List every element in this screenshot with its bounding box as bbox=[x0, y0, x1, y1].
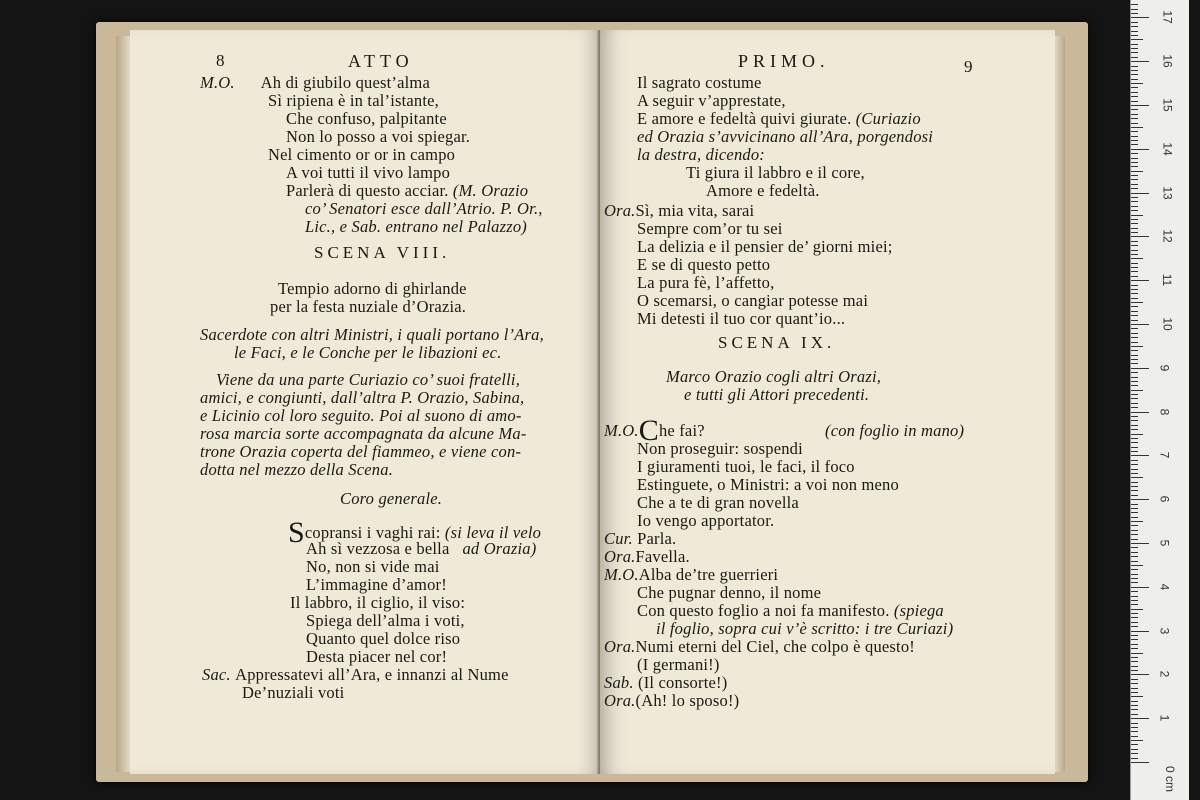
ruler-tick bbox=[1131, 661, 1138, 662]
ruler-tick bbox=[1131, 701, 1138, 702]
chorus-heading: Coro generale. bbox=[340, 489, 443, 508]
text-line bbox=[202, 666, 509, 684]
ruler-number: 12 bbox=[1160, 229, 1175, 244]
stage-direction: e Licinio col loro seguito. Poi al suono di amo- bbox=[200, 406, 522, 425]
stage-direction: (M. Orazio bbox=[452, 181, 529, 200]
ruler-tick bbox=[1131, 714, 1138, 715]
ruler-tick bbox=[1131, 263, 1138, 264]
ruler-tick bbox=[1131, 271, 1138, 272]
ruler-tick bbox=[1131, 359, 1138, 360]
ruler-tick bbox=[1131, 390, 1143, 391]
ruler-tick bbox=[1131, 688, 1138, 689]
right-page bbox=[600, 30, 1055, 774]
ruler-tick bbox=[1131, 166, 1138, 167]
stage-direction: la destra, dicendo: bbox=[637, 145, 765, 164]
text-line bbox=[604, 530, 676, 548]
text-line bbox=[604, 548, 690, 566]
stage-direction: co’ Senatori esce dall’Atrio. P. Or., bbox=[305, 199, 543, 218]
ruler-tick bbox=[1131, 136, 1138, 137]
speaker-label: Ora. bbox=[604, 637, 636, 656]
stage-direction: dotta nel mezzo della Scena. bbox=[200, 460, 394, 479]
stage-direction: rosa marcia sorte accompagnata da alcune Ma- bbox=[200, 424, 527, 443]
drop-capital: C bbox=[638, 414, 659, 447]
stage-direction: Lic., e Sab. entrano nel Palazzo) bbox=[305, 217, 527, 236]
text-line bbox=[637, 602, 944, 620]
ruler-tick bbox=[1131, 679, 1138, 680]
ruler-tick bbox=[1131, 635, 1138, 636]
verse: Sì, mia vita, sarai bbox=[635, 201, 755, 220]
ruler-tick bbox=[1131, 477, 1143, 478]
ruler-tick bbox=[1131, 486, 1138, 487]
ruler-tick bbox=[1131, 429, 1138, 430]
ruler-tick bbox=[1131, 460, 1138, 461]
text-line: Io vengo apportator. bbox=[637, 511, 775, 530]
ruler-tick bbox=[1131, 447, 1138, 448]
ruler-tick bbox=[1131, 22, 1138, 23]
ruler-tick bbox=[1131, 66, 1138, 67]
ruler-tick bbox=[1131, 201, 1138, 202]
ruler-tick bbox=[1131, 561, 1138, 562]
speaker-label: Ora. bbox=[604, 201, 636, 220]
ruler-tick bbox=[1131, 215, 1143, 216]
ruler-tick bbox=[1131, 385, 1138, 386]
ruler-tick bbox=[1131, 140, 1138, 141]
ruler-tick bbox=[1131, 144, 1138, 145]
text-line: Quanto quel dolce riso bbox=[306, 629, 461, 648]
ruler-tick bbox=[1131, 109, 1138, 110]
ruler-tick bbox=[1131, 223, 1138, 224]
ruler-tick bbox=[1131, 727, 1138, 728]
ruler-tick bbox=[1131, 490, 1138, 491]
stage-direction: (Curiazio bbox=[855, 109, 921, 128]
text-line: E se di questo petto bbox=[637, 255, 771, 274]
ruler-tick bbox=[1131, 403, 1138, 404]
ruler-tick bbox=[1131, 210, 1138, 211]
ruler-tick bbox=[1131, 666, 1138, 667]
text-line: No, non si vide mai bbox=[306, 557, 440, 576]
ruler-tick bbox=[1131, 114, 1138, 115]
ruler-tick bbox=[1131, 328, 1138, 329]
ruler-tick bbox=[1131, 232, 1138, 233]
ruler-tick bbox=[1131, 674, 1149, 675]
ruler-tick bbox=[1131, 495, 1138, 496]
ruler-tick bbox=[1131, 118, 1138, 119]
ruler-tick bbox=[1131, 306, 1138, 307]
ruler-tick bbox=[1131, 127, 1143, 128]
speaker-label: M.O. bbox=[200, 73, 235, 92]
stage-direction: il foglio, sopra cui v’è scritto: i tre Curiazi) bbox=[656, 619, 954, 638]
stage-direction: (si leva il velo bbox=[444, 523, 542, 542]
scene-setting: Tempio adorno di ghirlande bbox=[278, 279, 467, 298]
ruler-tick bbox=[1131, 228, 1138, 229]
ruler-tick bbox=[1131, 670, 1138, 671]
ruler-tick bbox=[1131, 556, 1138, 557]
drop-capital: S bbox=[288, 516, 305, 549]
ruler-tick bbox=[1131, 617, 1138, 618]
ruler-tick bbox=[1131, 600, 1138, 601]
text-line: (I germani!) bbox=[637, 655, 720, 674]
text-line: Amore e fedeltà. bbox=[706, 181, 820, 200]
ruler-tick bbox=[1131, 241, 1138, 242]
ruler-tick bbox=[1131, 464, 1138, 465]
ruler-tick bbox=[1131, 525, 1138, 526]
ruler-tick bbox=[1131, 61, 1149, 62]
verse: Appressatevi all’Ara, e innanzi al Nume bbox=[235, 665, 509, 684]
ruler-number: 4 bbox=[1157, 583, 1172, 591]
ruler-tick bbox=[1131, 48, 1138, 49]
ruler-tick bbox=[1131, 596, 1138, 597]
ruler-tick bbox=[1131, 206, 1138, 207]
text-line bbox=[200, 74, 430, 92]
ruler-tick bbox=[1131, 79, 1138, 80]
ruler-tick bbox=[1131, 530, 1138, 531]
speaker-label: Ora. bbox=[604, 547, 636, 566]
ruler-tick bbox=[1131, 363, 1138, 364]
ruler-tick bbox=[1131, 613, 1138, 614]
speaker-label: Sab. bbox=[604, 673, 634, 692]
ruler-tick bbox=[1131, 342, 1138, 343]
speaker-label: M.O. bbox=[604, 421, 639, 440]
text-line: La pura fè, l’affetto, bbox=[637, 273, 775, 292]
ruler-tick bbox=[1131, 381, 1138, 382]
ruler-tick bbox=[1131, 442, 1138, 443]
ruler-tick bbox=[1131, 96, 1138, 97]
ruler-tick bbox=[1131, 407, 1138, 408]
ruler-tick bbox=[1131, 333, 1138, 334]
ruler-tick bbox=[1131, 74, 1138, 75]
scene-setting: per la festa nuziale d’Orazia. bbox=[270, 297, 467, 316]
ruler-tick bbox=[1131, 289, 1138, 290]
stage-direction: amici, e congiunti, dall’altra P. Orazio, Sabina, bbox=[200, 388, 525, 407]
ruler-tick bbox=[1131, 582, 1138, 583]
ruler-tick bbox=[1131, 438, 1138, 439]
ruler-tick bbox=[1131, 188, 1138, 189]
ruler-tick bbox=[1131, 17, 1149, 18]
ruler-tick bbox=[1131, 26, 1138, 27]
text-line: O scemarsi, o cangiar potesse mai bbox=[637, 291, 869, 310]
text-line: Che pugnar denno, il nome bbox=[637, 583, 822, 602]
ruler-tick bbox=[1131, 4, 1138, 5]
ruler-tick bbox=[1131, 377, 1138, 378]
speaker-label: M.O. bbox=[604, 565, 639, 584]
ruler-tick bbox=[1131, 355, 1138, 356]
ruler-tick bbox=[1131, 683, 1138, 684]
ruler-unit-label: 0 cm bbox=[1163, 765, 1178, 793]
ruler-number: 9 bbox=[1157, 364, 1172, 372]
ruler-tick bbox=[1131, 451, 1138, 452]
ruler-tick bbox=[1131, 569, 1138, 570]
ruler-tick bbox=[1131, 626, 1138, 627]
ruler-tick bbox=[1131, 39, 1143, 40]
text-line: Che confuso, palpitante bbox=[286, 109, 447, 128]
ruler-tick bbox=[1131, 753, 1138, 754]
stage-direction: le Faci, e le Conche per le libazioni ec. bbox=[234, 343, 502, 362]
ruler-tick bbox=[1131, 153, 1138, 154]
ruler-tick bbox=[1131, 521, 1143, 522]
text-line: Estinguete, o Ministri: a voi non meno bbox=[637, 475, 899, 494]
text-line: Non lo posso a voi spiegar. bbox=[286, 127, 471, 146]
ruler-tick bbox=[1131, 197, 1138, 198]
text-line: Desta piacer nel cor! bbox=[306, 647, 448, 666]
ruler-number: 11 bbox=[1160, 273, 1175, 287]
ruler-tick bbox=[1131, 311, 1138, 312]
ruler-tick bbox=[1131, 736, 1138, 737]
text-line bbox=[604, 674, 727, 692]
text-line bbox=[604, 566, 778, 584]
ruler-number: 1 bbox=[1157, 714, 1172, 722]
text-line: La delizia e il pensier de’ giorni miei; bbox=[637, 237, 893, 256]
ruler-tick bbox=[1131, 87, 1138, 88]
stage-direction: ad Orazia) bbox=[462, 539, 537, 558]
ruler-tick bbox=[1131, 285, 1138, 286]
ruler-tick bbox=[1131, 740, 1143, 741]
ruler-tick bbox=[1131, 250, 1138, 251]
ruler-tick bbox=[1131, 631, 1149, 632]
text-line: Che a te di gran novella bbox=[637, 493, 799, 512]
ruler-tick bbox=[1131, 552, 1138, 553]
ruler-tick bbox=[1131, 420, 1138, 421]
ruler-tick bbox=[1131, 639, 1138, 640]
stage-direction: trone Orazia coperta del fiammeo, e viene con- bbox=[200, 442, 522, 461]
text-line bbox=[604, 638, 915, 656]
stage-direction: (con foglio in mano) bbox=[825, 421, 965, 440]
text-line bbox=[637, 110, 921, 128]
text-line: Il labbro, il ciglio, il viso: bbox=[290, 593, 466, 612]
ruler-tick bbox=[1131, 70, 1138, 71]
ruler-tick bbox=[1131, 604, 1138, 605]
ruler-tick bbox=[1131, 434, 1143, 435]
ruler-tick bbox=[1131, 158, 1138, 159]
ruler-tick bbox=[1131, 394, 1138, 395]
stage-direction: ed Orazia s’avvicinano all’Ara, porgendosi bbox=[637, 127, 934, 146]
ruler-tick bbox=[1131, 574, 1138, 575]
ruler-tick bbox=[1131, 258, 1143, 259]
page-number: 8 bbox=[216, 51, 225, 70]
text-line bbox=[604, 202, 754, 220]
ruler-tick bbox=[1131, 512, 1138, 513]
ruler-tick bbox=[1131, 44, 1138, 45]
ruler-tick bbox=[1131, 499, 1149, 500]
ruler-tick bbox=[1131, 578, 1138, 579]
ruler-tick bbox=[1131, 105, 1149, 106]
ruler-tick bbox=[1131, 425, 1138, 426]
verse: (Il consorte!) bbox=[638, 673, 728, 692]
text-line: L’immagine d’amor! bbox=[306, 575, 447, 594]
text-line: A seguir v’apprestate, bbox=[637, 91, 786, 110]
ruler-tick bbox=[1131, 31, 1138, 32]
ruler-number: 13 bbox=[1160, 185, 1175, 200]
verse: (Ah! lo sposo!) bbox=[635, 691, 740, 710]
stage-direction: Viene da una parte Curiazio co’ suoi fratelli, bbox=[216, 370, 521, 389]
ruler-tick bbox=[1131, 622, 1138, 623]
ruler-number: 17 bbox=[1160, 10, 1175, 25]
ruler-tick bbox=[1131, 276, 1138, 277]
ruler-tick bbox=[1131, 718, 1149, 719]
ruler-tick bbox=[1131, 473, 1138, 474]
page-number: 9 bbox=[964, 57, 973, 76]
text-line: A voi tutti il vivo lampo bbox=[286, 163, 451, 182]
ruler-tick bbox=[1131, 504, 1138, 505]
ruler-tick bbox=[1131, 346, 1143, 347]
ruler-tick bbox=[1131, 236, 1149, 237]
ruler-tick bbox=[1131, 547, 1138, 548]
ruler-tick bbox=[1131, 539, 1138, 540]
verse: Ah di giubilo quest’alma bbox=[260, 73, 430, 92]
stage-direction: Marco Orazio cogli altri Orazi, bbox=[666, 367, 882, 386]
ruler-tick bbox=[1131, 705, 1138, 706]
ruler-tick bbox=[1131, 298, 1138, 299]
ruler-tick bbox=[1131, 648, 1138, 649]
ruler-tick bbox=[1131, 749, 1138, 750]
verse: Con questo foglio a noi fa manifesto. bbox=[637, 601, 894, 620]
text-line: Sempre com’or tu sei bbox=[637, 219, 783, 238]
ruler-tick bbox=[1131, 324, 1149, 325]
text-line: I giuramenti tuoi, le faci, il foco bbox=[637, 457, 855, 476]
ruler-number: 10 bbox=[1160, 317, 1175, 331]
ruler-tick bbox=[1131, 534, 1138, 535]
verse: copransi i vaghi rai: bbox=[304, 523, 445, 542]
ruler-tick bbox=[1131, 696, 1143, 697]
text-line bbox=[306, 540, 536, 558]
stage-direction: (spiega bbox=[893, 601, 944, 620]
speaker-label: Cur. bbox=[604, 529, 633, 548]
text-line: Non proseguir: sospendi bbox=[637, 439, 803, 458]
ruler-number: 7 bbox=[1157, 452, 1172, 459]
ruler-tick bbox=[1131, 469, 1138, 470]
ruler-tick bbox=[1131, 280, 1149, 281]
text-line bbox=[286, 182, 528, 200]
text-line: Ti giura il labbro e il core, bbox=[686, 163, 865, 182]
ruler-tick bbox=[1131, 644, 1138, 645]
ruler-tick bbox=[1131, 609, 1143, 610]
ruler-number: 5 bbox=[1157, 539, 1172, 547]
ruler-tick bbox=[1131, 184, 1138, 185]
verse: Ah sì vezzosa e bella bbox=[306, 539, 450, 558]
ruler-tick bbox=[1131, 744, 1138, 745]
ruler-tick bbox=[1131, 267, 1138, 268]
running-head: ATTO bbox=[348, 51, 414, 71]
ruler-tick bbox=[1131, 653, 1143, 654]
ruler-number: 3 bbox=[1157, 627, 1172, 634]
text-line: Sì ripiena è in tal’istante, bbox=[268, 91, 440, 110]
ruler-tick bbox=[1131, 219, 1138, 220]
verse: Alba de’tre guerrieri bbox=[638, 565, 779, 584]
ruler-tick bbox=[1131, 565, 1143, 566]
scene-heading: SCENA VIII. bbox=[314, 243, 451, 262]
ruler-tick bbox=[1131, 193, 1149, 194]
ruler-tick bbox=[1131, 517, 1138, 518]
scene-heading: SCENA IX. bbox=[718, 333, 836, 352]
ruler-tick bbox=[1131, 83, 1143, 84]
ruler-tick bbox=[1131, 657, 1138, 658]
ruler-tick bbox=[1131, 350, 1138, 351]
verse: Numi eterni del Ciel, che colpo è questo! bbox=[635, 637, 915, 656]
text-line: De’nuziali voti bbox=[242, 683, 345, 702]
verse: he fai? bbox=[658, 421, 705, 440]
ruler-number: 14 bbox=[1160, 142, 1175, 156]
verse: Parlerà di questo acciar. bbox=[286, 181, 453, 200]
ruler-tick bbox=[1131, 92, 1138, 93]
ruler-tick bbox=[1131, 416, 1138, 417]
ruler-tick bbox=[1131, 587, 1149, 588]
ruler-tick bbox=[1131, 179, 1138, 180]
ruler-tick bbox=[1131, 162, 1138, 163]
ruler-tick bbox=[1131, 482, 1138, 483]
running-head: PRIMO. bbox=[738, 51, 830, 71]
left-page bbox=[130, 30, 602, 774]
text-line: Nel cimento or or in campo bbox=[268, 145, 456, 164]
stage-direction: Sacerdote con altri Ministri, i quali portano l’Ara, bbox=[200, 325, 544, 344]
ruler-tick bbox=[1131, 692, 1138, 693]
ruler-number: 16 bbox=[1160, 54, 1175, 68]
ruler-tick bbox=[1131, 149, 1149, 150]
ruler-tick bbox=[1131, 723, 1138, 724]
ruler-tick bbox=[1131, 508, 1138, 509]
ruler-tick bbox=[1131, 123, 1138, 124]
ruler-tick bbox=[1131, 293, 1138, 294]
ruler-number: 6 bbox=[1157, 495, 1172, 503]
ruler-tick bbox=[1131, 337, 1138, 338]
ruler-tick bbox=[1131, 758, 1138, 759]
ruler-number: 15 bbox=[1160, 98, 1175, 112]
ruler-tick bbox=[1131, 171, 1143, 172]
stage-direction: e tutti gli Attori precedenti. bbox=[684, 385, 870, 404]
ruler-tick bbox=[1131, 52, 1138, 53]
ruler-number: 8 bbox=[1157, 408, 1172, 415]
ruler-tick bbox=[1131, 372, 1138, 373]
ruler-tick bbox=[1131, 731, 1138, 732]
ruler-tick bbox=[1131, 762, 1149, 763]
verse: Parla. bbox=[637, 529, 677, 548]
ruler-tick bbox=[1131, 9, 1138, 10]
text-line: Mi detesti il tuo cor quant’io... bbox=[637, 309, 846, 328]
ruler-tick bbox=[1131, 412, 1149, 413]
ruler-tick bbox=[1131, 302, 1143, 303]
ruler-tick bbox=[1131, 709, 1138, 710]
ruler-tick bbox=[1131, 131, 1138, 132]
speaker-label: Sac. bbox=[202, 665, 231, 684]
ruler-tick bbox=[1131, 315, 1138, 316]
ruler-tick bbox=[1131, 101, 1138, 102]
ruler-tick bbox=[1131, 543, 1149, 544]
ruler-tick bbox=[1131, 13, 1138, 14]
text-line bbox=[604, 692, 739, 710]
ruler-tick bbox=[1131, 455, 1149, 456]
speaker-label: Ora. bbox=[604, 691, 636, 710]
verse: Favella. bbox=[635, 547, 690, 566]
measuring-ruler bbox=[1130, 0, 1189, 800]
ruler-tick bbox=[1131, 35, 1138, 36]
text-line: Spiega dell’alma i voti, bbox=[306, 611, 465, 630]
ruler-tick bbox=[1131, 591, 1138, 592]
ruler-tick bbox=[1131, 398, 1138, 399]
ruler-tick bbox=[1131, 368, 1149, 369]
text-line: Il sagrato costume bbox=[637, 73, 762, 92]
ruler-number: 2 bbox=[1157, 671, 1172, 678]
ruler-tick bbox=[1131, 245, 1138, 246]
ruler-tick bbox=[1131, 254, 1138, 255]
ruler-tick bbox=[1131, 57, 1138, 58]
ruler-tick bbox=[1131, 320, 1138, 321]
verse: E amore e fedeltà quivi giurate. bbox=[637, 109, 856, 128]
ruler-tick bbox=[1131, 175, 1138, 176]
